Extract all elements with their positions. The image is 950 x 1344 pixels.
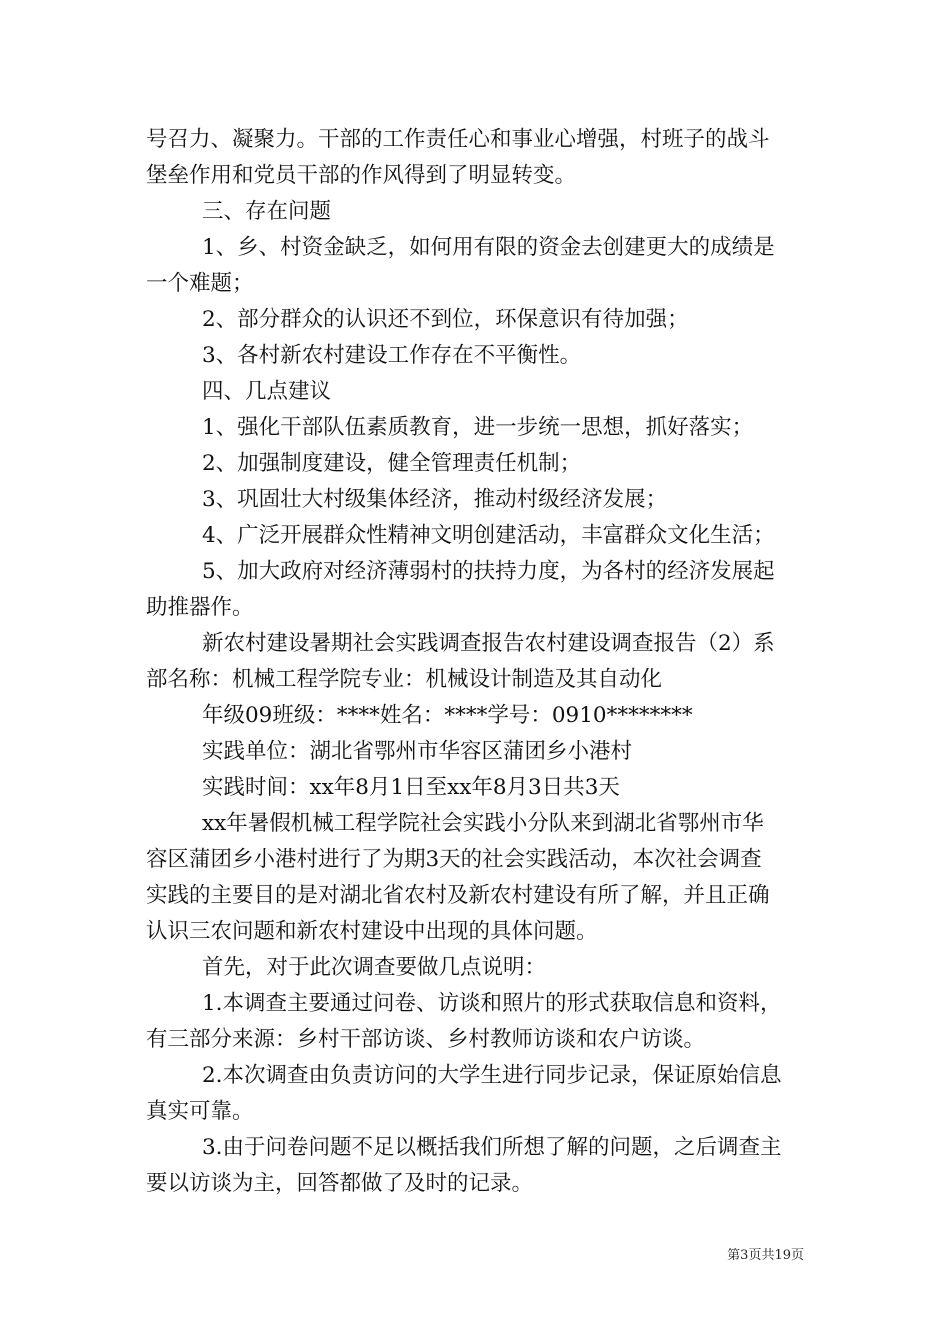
list-item: 3、巩固壮大村级集体经济，推动村级经济发展； [202, 487, 668, 512]
practice-time-line: 实践时间：xx年8月1日至xx年8月3日共3天 [202, 775, 620, 800]
text-line: 堡垒作用和党员干部的作风得到了明显转变。 [146, 163, 577, 188]
list-item: 1、强化干部队伍素质教育，进一步统一思想，抓好落实； [202, 415, 754, 440]
practice-unit-line: 实践单位：湖北省鄂州市华容区蒲团乡小港村 [202, 739, 633, 764]
list-item: 1.本调查主要通过问卷、访谈和照片的形式获取信息和资料， [202, 991, 782, 1016]
page-number-footer: 第3页共19页 [727, 1248, 804, 1263]
text-line: 实践的主要目的是对湖北省农村及新农村建设有所了解，并且正确 [146, 883, 770, 908]
text-line: 认识三农问题和新农村建设中出现的具体问题。 [146, 919, 598, 944]
list-item: 3、各村新农村建设工作存在不平衡性。 [202, 343, 582, 368]
text-line: 要以访谈为主，回答都做了及时的记录。 [146, 1171, 534, 1196]
list-item: 3.由于问卷问题不足以概括我们所想了解的问题，之后调查主 [202, 1135, 782, 1160]
text-line: 容区蒲团乡小港村进行了为期3天的社会实践活动，本次社会调查 [146, 847, 762, 872]
section-heading: 四、几点建议 [202, 379, 332, 404]
text-line: 助推器作。 [146, 595, 254, 620]
report-title-line: 新农村建设暑期社会实践调查报告农村建设调查报告（2）系 [202, 631, 775, 656]
text-line: 部名称：机械工程学院专业：机械设计制造及其自动化 [146, 667, 663, 692]
text-line: 一个难题； [146, 271, 254, 296]
paragraph-start: 首先，对于此次调查要做几点说明： [202, 955, 547, 980]
student-info-line: 年级09班级：****姓名：****学号：0910******** [202, 703, 693, 728]
text-line: 有三部分来源：乡村干部访谈、乡村教师访谈和农户访谈。 [146, 1027, 706, 1052]
list-item: 2、加强制度建设，健全管理责任机制； [202, 451, 582, 476]
text-line: 真实可靠。 [146, 1099, 254, 1124]
list-item: 2、部分群众的认识还不到位，环保意识有待加强； [202, 307, 689, 332]
list-item: 2.本次调查由负责访问的大学生进行同步记录，保证原始信息 [202, 1063, 782, 1088]
list-item: 4、广泛开展群众性精神文明创建活动，丰富群众文化生活； [202, 523, 775, 548]
text-line: 号召力、凝聚力。干部的工作责任心和事业心增强，村班子的战斗 [146, 127, 770, 152]
list-item: 5、加大政府对经济薄弱村的扶持力度，为各村的经济发展起 [202, 559, 775, 584]
list-item: 1、乡、村资金缺乏，如何用有限的资金去创建更大的成绩是 [202, 235, 775, 260]
document-body [146, 122, 810, 1202]
section-heading: 三、存在问题 [202, 199, 332, 224]
paragraph-start: xx年暑假机械工程学院社会实践小分队来到湖北省鄂州市华 [202, 811, 764, 836]
